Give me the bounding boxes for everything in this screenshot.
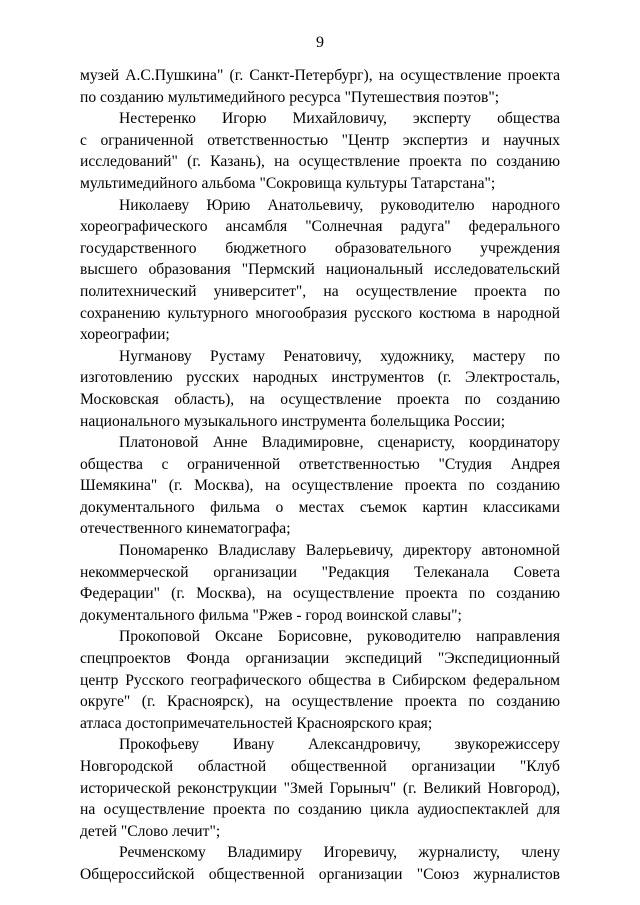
document-body — [80, 65, 560, 886]
text-line: национального музыкального инструмента болельщика России; — [80, 412, 506, 430]
text-line: политехнический университет", на осуществление проекта по — [80, 282, 560, 300]
paragraph — [80, 346, 560, 432]
text-line: Платоновой Анне Владимировне, сценаристу, координатору — [119, 434, 560, 452]
text-line: округе" (г. Красноярск), на осуществление проекта по созданию — [80, 693, 560, 711]
text-line: центр Русского географического общества в Сибирском федеральном — [80, 671, 560, 689]
text-line: с ограниченной ответственностью "Центр экспертиз и научных — [80, 131, 560, 149]
text-line: Нугманову Рустаму Ренатовичу, художнику, мастеру по — [119, 347, 560, 365]
text-line: Прокофьеву Ивану Александровичу, звукорежиссеру — [119, 736, 560, 754]
text-line: сохранению культурного многообразия русского костюма в народной — [80, 304, 560, 322]
paragraph — [80, 626, 560, 734]
text-line: государственного бюджетного образовательного учреждения — [80, 239, 560, 257]
text-line: Николаеву Юрию Анатольевичу, руководителю народного — [119, 196, 560, 214]
text-line: изготовлению русских народных инструментов (г. Электросталь, — [80, 369, 560, 387]
text-line: высшего образования "Пермский национальный исследовательский — [80, 261, 560, 279]
page-number: 9 — [316, 34, 324, 51]
text-line: Речменскому Владимиру Игоревичу, журналисту, члену — [119, 844, 560, 862]
text-line: исследований" (г. Казань), на осуществление проекта по созданию — [80, 153, 560, 171]
paragraph — [80, 734, 560, 842]
text-line: Нестеренко Игорю Михайловичу, эксперту общества — [119, 110, 560, 128]
text-line: спецпроектов Фонда организации экспедиций "Экспедиционный — [80, 650, 560, 668]
text-line: атласа достопримечательностей Красноярского края; — [80, 714, 433, 732]
text-line: Прокоповой Оксане Борисовне, руководителю направления — [119, 628, 560, 646]
paragraph — [80, 108, 560, 194]
text-line: документального фильма "Ржев - город воинской славы"; — [80, 606, 462, 624]
text-line: Федерации" (г. Москва), на осуществление проекта по созданию — [80, 585, 560, 603]
text-line: хореографии; — [80, 326, 170, 344]
text-line: исторической реконструкции "Змей Горыныч" (г. Великий Новгород), — [80, 779, 560, 797]
text-line: на осуществление проекта по созданию цикла аудиоспектаклей для — [80, 801, 560, 819]
text-line: Московская область), на осуществление проекта по созданию — [80, 390, 560, 408]
text-line: Общероссийской общественной организации "Союз журналистов — [80, 865, 560, 883]
text-line: музей А.С.Пушкина" (г. Санкт-Петербург), на осуществление проекта — [80, 67, 560, 84]
text-line: отечественного кинематографа; — [80, 520, 291, 538]
text-line: общества с ограниченной ответственностью "Студия Андрея — [80, 455, 560, 473]
paragraph — [80, 432, 560, 540]
text-line: Новгородской областной общественной организации "Клуб — [80, 758, 560, 775]
paragraph — [80, 842, 560, 885]
text-line: документального фильма о местах съемок картин классиками — [80, 498, 560, 516]
text-line: по созданию мультимедийного ресурса "Путешествия поэтов"; — [80, 88, 500, 106]
text-line: мультимедийного альбома "Сокровища культуры Татарстана"; — [80, 174, 496, 192]
text-line: детей "Слово лечит"; — [80, 822, 221, 840]
text-line: Пономаренко Владиславу Валерьевичу, директору автономной — [119, 542, 560, 560]
paragraph — [80, 195, 560, 346]
text-line: Шемякина" (г. Москва), на осуществление проекта по созданию — [80, 477, 560, 495]
paragraph — [80, 65, 560, 108]
text-line: некоммерческой организации "Редакция Телеканала Совета — [80, 563, 560, 581]
paragraph — [80, 540, 560, 626]
text-line: хореографического ансамбля "Солнечная радуга" федерального — [80, 218, 560, 236]
